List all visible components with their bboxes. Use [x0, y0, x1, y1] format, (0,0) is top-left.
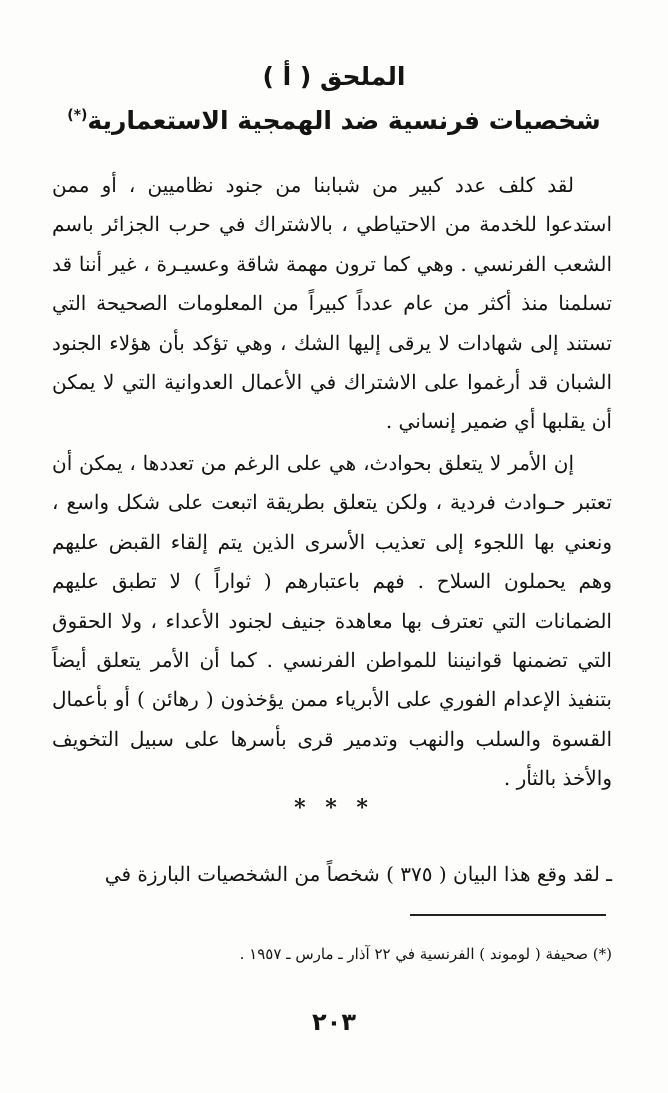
footnote: (*) صحيفة ( لوموند ) الفرنسية في ٢٢ آذار ـ مارس ـ ١٩٥٧ .	[239, 945, 612, 963]
paragraph-2: إن الأمر لا يتعلق بحوادث، هي على الرغم من تعددها ، يمكن أن تعتبر حـوادث فردية ، ولكن يتعلق بطريقة اتبعت على شكل واسع ، ونعني بها اللجوء إلى تعذيب الأسرى الذين يتم إلقاء القبض عليهم وهم يحملون السلاح . فهم باعتبارهم ( ثواراً ) لا تطبق عليهم الضمانات التي تعترف بها معاهدة جنيف لجنود الأعداء ، ولا الحقوق التي تضمنها قوانيننا للمواطن الفرنسي . كما أن الأمر يتعلق أيضاً بتنفيذ الإعدام الفوري على الأبرياء ممن يؤخذون ( رهائن ) أو بأعمال القسوة والسلب والنهب وتدمير قرى بأسرها على سبيل التخويف والأخذ بالثأر .	[52, 451, 612, 791]
section-separator: * * *	[294, 795, 374, 821]
page-title	[0, 106, 668, 135]
paragraph-1: لقد كلف عدد كبير من شبابنا من جنود نظاميين ، أو ممن استدعوا للخدمة من الاحتياطي ، بالاشتراك في حرب الجزائر باسم الشعب الفرنسي . وهي كما ترون مهمة شاقة وعسيـرة ، غير أننا قد تسلمنا منذ أكثر من عام عدداً كبيراً من المعلومات الصحيحة التي تستند إلى شهادات لا يرقى إليها الشك ، وهي تؤكد بأن هؤلاء الجنود الشبان قد أرغموا على الاشتراك في الأعمال العدوانية التي لا يمكن أن يقلبها أي ضمير إنساني .	[52, 173, 612, 434]
page-number: ٢٠٣	[312, 1008, 356, 1036]
footnote-rule	[410, 914, 606, 916]
title-footnote-marker: (*)	[67, 107, 88, 124]
paragraph-3: ـ لقد وقع هذا البيان ( ٣٧٥ ) شخصاً من الشخصيات البارزة في	[104, 862, 612, 886]
annex-heading: الملحق ( أ )	[262, 62, 406, 91]
title-text: شخصيات فرنسية ضد الهمجية الاستعمارية	[87, 106, 601, 135]
